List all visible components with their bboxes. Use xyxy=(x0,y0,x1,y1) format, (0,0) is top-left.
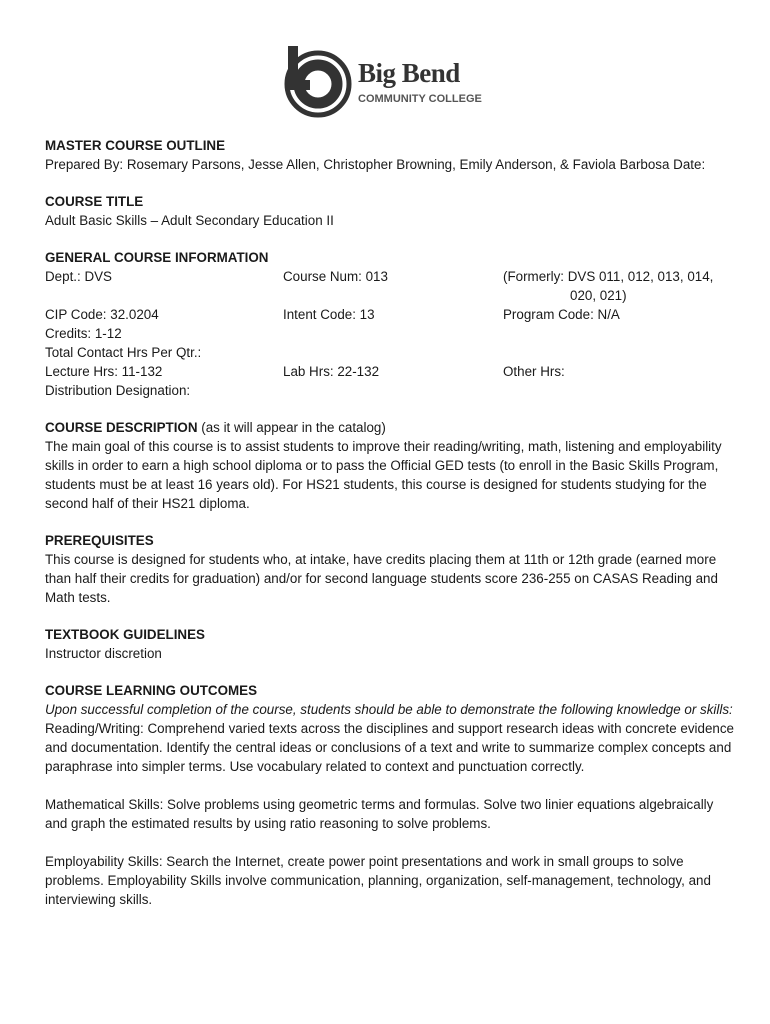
learning-outcomes-heading: COURSE LEARNING OUTCOMES xyxy=(45,683,258,698)
program-code: Program Code: N/A xyxy=(503,307,620,322)
logo-name: Big Bend xyxy=(358,58,460,88)
course-description-heading: COURSE DESCRIPTION xyxy=(45,420,198,435)
course-description-note: (as it will appear in the catalog) xyxy=(197,420,386,435)
course-outline-document xyxy=(45,136,735,927)
prepared-by: Prepared By: Rosemary Parsons, Jesse Allen, Christopher Browning, Emily Anderson, & Faviola Barbosa Date: xyxy=(45,157,706,172)
learning-outcomes-section xyxy=(45,681,735,909)
learning-outcomes-intro: Upon successful completion of the course, students should be able to demonstrate the following knowledge or skills: xyxy=(45,702,733,717)
logo-subtitle: COMMUNITY COLLEGE xyxy=(358,93,482,105)
total-contact-hours: Total Contact Hrs Per Qtr.: xyxy=(45,345,202,360)
outcome-reading-writing: Reading/Writing: Comprehend varied texts across the disciplines and support research ideas with concrete evidence and documentation. Identify the central ideas or conclusions of a text and write to summarize complex concepts and paraphrase into simpler terms. Use vocabulary related to context and punctuation correctly. xyxy=(45,721,734,774)
prerequisites-heading: PREREQUISITES xyxy=(45,533,154,548)
big-bend-logo-mark xyxy=(282,44,352,120)
prerequisites-body: This course is designed for students who, at intake, have credits placing them at 11th or 12th grade (earned more than half their credits for graduation) and/or for second language students score 236-255 on CASAS Reading and Math tests. xyxy=(45,552,718,605)
formerly-line-1: (Formerly: DVS 011, 012, 013, 014, xyxy=(503,269,714,284)
formerly xyxy=(503,267,743,305)
general-info-section xyxy=(45,248,735,400)
course-num: Course Num: 013 xyxy=(283,269,388,284)
general-info-row-1 xyxy=(45,267,735,305)
outcome-math: Mathematical Skills: Solve problems using geometric terms and formulas. Solve two linier equations algebraically and graph the estimated results by using ratio reasoning to solve problems. xyxy=(45,797,714,831)
formerly-line-2: 020, 021) xyxy=(570,288,627,303)
general-info-heading: GENERAL COURSE INFORMATION xyxy=(45,250,269,265)
outcome-employability: Employability Skills: Search the Internet, create power point presentations and work in small groups to solve problems. Employability Skills involve communication, planning, organization, self-management, technology, and interviewing skills. xyxy=(45,854,711,907)
prerequisites-section xyxy=(45,531,735,607)
course-title-heading: COURSE TITLE xyxy=(45,194,144,209)
other-hrs: Other Hrs: xyxy=(503,364,565,379)
document-header xyxy=(45,136,735,174)
general-info-row-hours xyxy=(45,362,735,381)
textbook-heading: TEXTBOOK GUIDELINES xyxy=(45,627,205,642)
credits: Credits: 1-12 xyxy=(45,326,122,341)
course-description-heading-line xyxy=(45,418,735,437)
course-description-body: The main goal of this course is to assist students to improve their reading/writing, math, listening and employability skills in order to earn a high school diploma or to pass the Official GED tests (to enroll in the Basic Skills Program, students must be at least 16 years old). For HS21 students, this course is designed for students studying for the second half of their HS21 diploma. xyxy=(45,439,722,511)
lecture-hrs: Lecture Hrs: 11-132 xyxy=(45,364,163,379)
dept: Dept.: DVS xyxy=(45,269,112,284)
college-logo xyxy=(282,44,492,120)
course-description-section xyxy=(45,418,735,513)
textbook-body: Instructor discretion xyxy=(45,646,162,661)
lab-hrs: Lab Hrs: 22-132 xyxy=(283,364,380,379)
cip-code: CIP Code: 32.0204 xyxy=(45,307,159,322)
general-info-row-2 xyxy=(45,305,735,324)
course-title-value: Adult Basic Skills – Adult Secondary Education II xyxy=(45,213,334,228)
textbook-section xyxy=(45,625,735,663)
intent-code: Intent Code: 13 xyxy=(283,307,375,322)
distribution-designation: Distribution Designation: xyxy=(45,383,191,398)
document-title: MASTER COURSE OUTLINE xyxy=(45,138,226,153)
course-title-section xyxy=(45,192,735,230)
